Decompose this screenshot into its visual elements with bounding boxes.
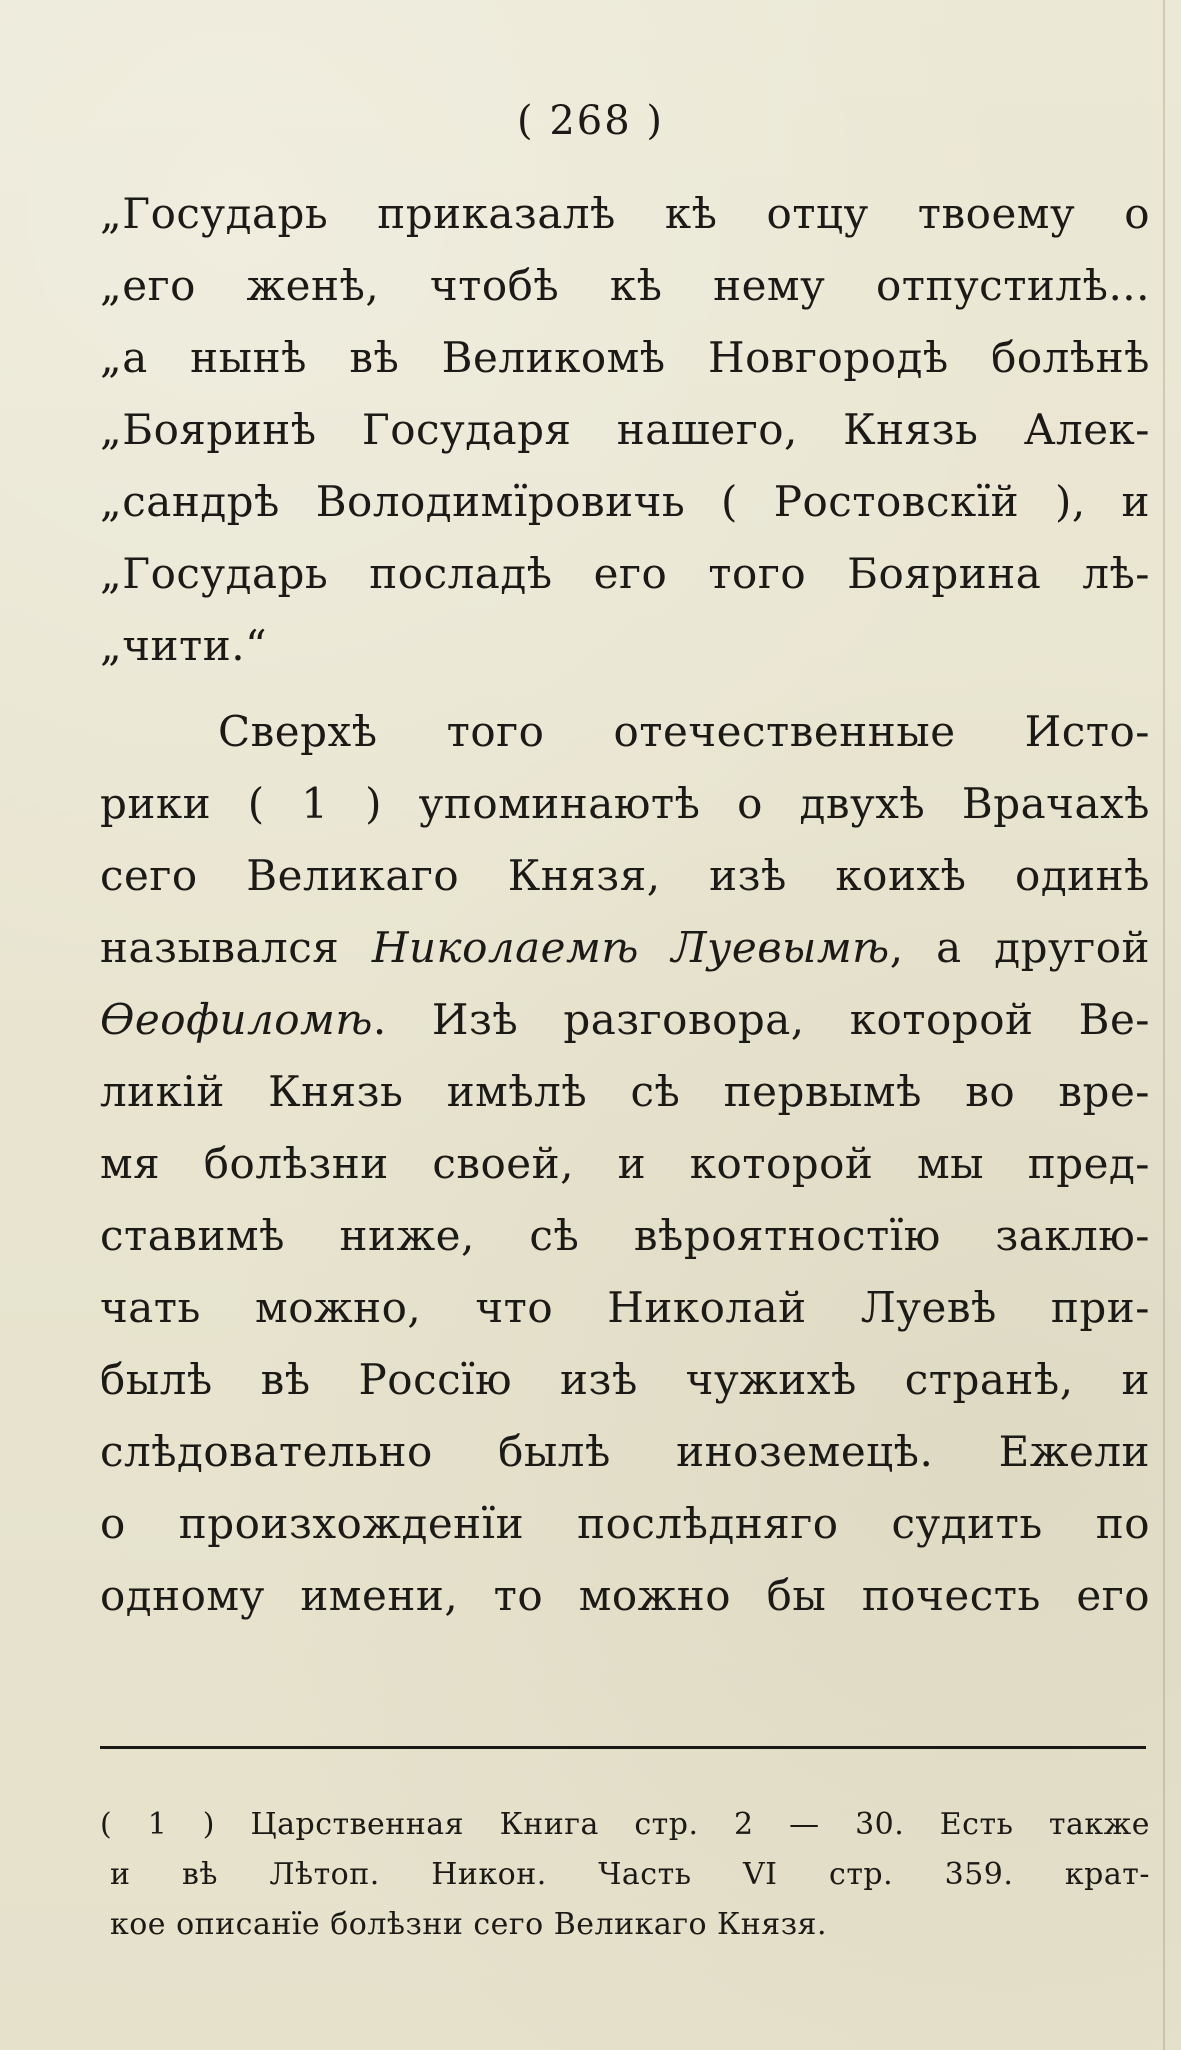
page-number: ( 268 )	[517, 98, 664, 144]
text-line-with-names	[100, 912, 1150, 984]
text-line: мя болѣзни своей, и которой мы пред-	[100, 1139, 1150, 1188]
text-line: одному имени, то можно бы почесть его	[100, 1571, 1150, 1620]
footnote	[100, 1800, 1150, 1950]
text-line: „а нынѣ вѣ Великомѣ Новгородѣ болѣнѣ	[100, 333, 1150, 382]
text-line: „Бояринѣ Государя нашего, Князь Алек-	[100, 405, 1150, 454]
text-line: о произхожденїи послѣдняго судить по	[100, 1499, 1150, 1548]
text-line: Сверхѣ того отечественные Исто-	[218, 707, 1150, 756]
text-line: чать можно, что Николай Луевѣ при-	[100, 1283, 1150, 1332]
italic-name-1: Николаемѣ Луевымѣ	[371, 923, 890, 972]
text-fragment: . Изѣ разговора, которой Ве-	[372, 995, 1150, 1044]
paragraph-gap	[100, 682, 1150, 696]
page-edge-line	[1163, 0, 1165, 2050]
footnote-line: и вѣ Лѣтоп. Никон. Часть VI стр. 359. крат-	[110, 1857, 1150, 1892]
body-text	[100, 178, 1150, 1632]
footnote-line: кое описанїе болѣзни сего Великаго Князя.	[110, 1907, 828, 1942]
text-line: былѣ вѣ Россїю изѣ чужихѣ странѣ, и	[100, 1355, 1150, 1404]
text-line: „чити.“	[100, 621, 268, 670]
text-line: рики ( 1 ) упоминаютѣ о двухѣ Врачахѣ	[100, 779, 1150, 828]
text-line-with-name	[100, 984, 1150, 1056]
text-line: „сандрѣ Володимїровичь ( Ростовскїй ), и	[100, 477, 1150, 526]
footnote-line: ( 1 ) Царственная Книга стр. 2 — 30. Есть также	[100, 1807, 1150, 1842]
footnote-rule	[100, 1746, 1146, 1749]
text-line: сего Великаго Князя, изѣ коихѣ одинѣ	[100, 851, 1150, 900]
text-line: слѣдовательно былѣ иноземецѣ. Ежели	[100, 1427, 1150, 1476]
italic-name-2: Өеофиломѣ	[100, 995, 373, 1044]
text-line: „Государь приказалѣ кѣ отцу твоему о	[100, 189, 1150, 238]
text-line: „его женѣ, чтобѣ кѣ нему отпустилѣ...	[100, 261, 1150, 310]
text-line: „Государь посладѣ его того Боярина лѣ-	[100, 549, 1150, 598]
text-fragment: назывался	[100, 923, 372, 972]
text-line: ликій Князь имѣлѣ сѣ первымѣ во вре-	[100, 1067, 1150, 1116]
text-line: ставимѣ ниже, сѣ вѣроятностїю заклю-	[100, 1211, 1150, 1260]
text-fragment: , а другой	[889, 923, 1150, 972]
